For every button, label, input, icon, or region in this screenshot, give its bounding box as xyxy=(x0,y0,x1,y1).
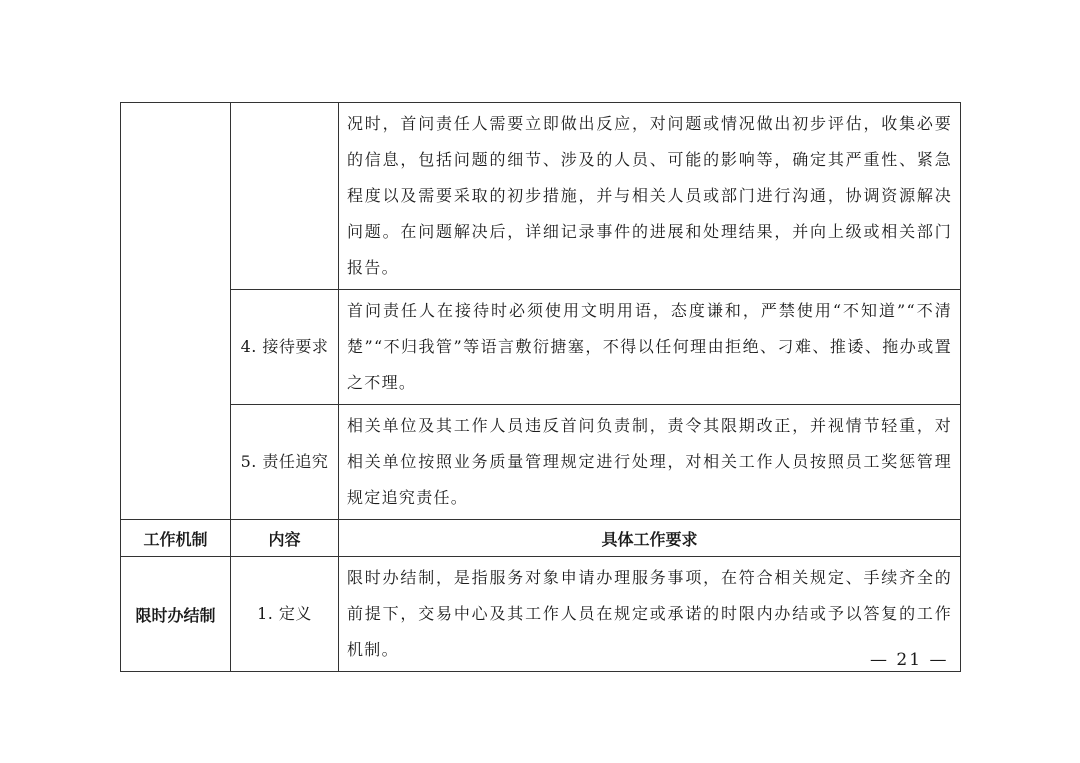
requirement-cell xyxy=(339,557,961,672)
header-requirements: 具体工作要求 xyxy=(339,520,961,557)
requirement-text: 相关单位及其工作人员违反首问负责制，责令其限期改正，并视情节轻重，对相关单位按照业务质量管理规定进行处理，对相关工作人员按照员工奖惩管理规定追究责任。 xyxy=(347,416,952,507)
mechanism-cell-continued xyxy=(121,103,231,520)
mechanism-cell: 限时办结制 xyxy=(121,557,231,672)
requirement-cell xyxy=(339,405,961,520)
requirement-text: 限时办结制，是指服务对象申请办理服务事项，在符合相关规定、手续齐全的前提下，交易中心及其工作人员在规定或承诺的时限内办结或予以答复的工作机制。 xyxy=(347,568,952,659)
work-requirements-table xyxy=(120,102,961,672)
table-row xyxy=(121,557,961,672)
table-header-row xyxy=(121,520,961,557)
item-cell-continued xyxy=(231,103,339,290)
requirement-cell xyxy=(339,290,961,405)
table-row xyxy=(121,290,961,405)
requirement-text: 况时，首问责任人需要立即做出反应，对问题或情况做出初步评估，收集必要的信息，包括问题的细节、涉及的人员、可能的影响等，确定其严重性、紧急程度以及需要采取的初步措施，并与相关人员或部门进行沟通，协调资源解决问题。在问题解决后，详细记录事件的进展和处理结果，并向上级或相关部门报告。 xyxy=(347,114,952,277)
requirement-text: 首问责任人在接待时必须使用文明用语，态度谦和，严禁使用“不知道”“不清楚”“不归我管”等语言敷衍搪塞，不得以任何理由拒绝、刁难、推诿、拖办或置之不理。 xyxy=(347,301,952,392)
page-number: — 21 — xyxy=(870,650,949,670)
requirement-cell xyxy=(339,103,961,290)
header-content: 内容 xyxy=(231,520,339,557)
table-row xyxy=(121,103,961,290)
item-cell: 1. 定义 xyxy=(231,557,339,672)
item-cell: 4. 接待要求 xyxy=(231,290,339,405)
header-mechanism: 工作机制 xyxy=(121,520,231,557)
table-row xyxy=(121,405,961,520)
item-cell: 5. 责任追究 xyxy=(231,405,339,520)
